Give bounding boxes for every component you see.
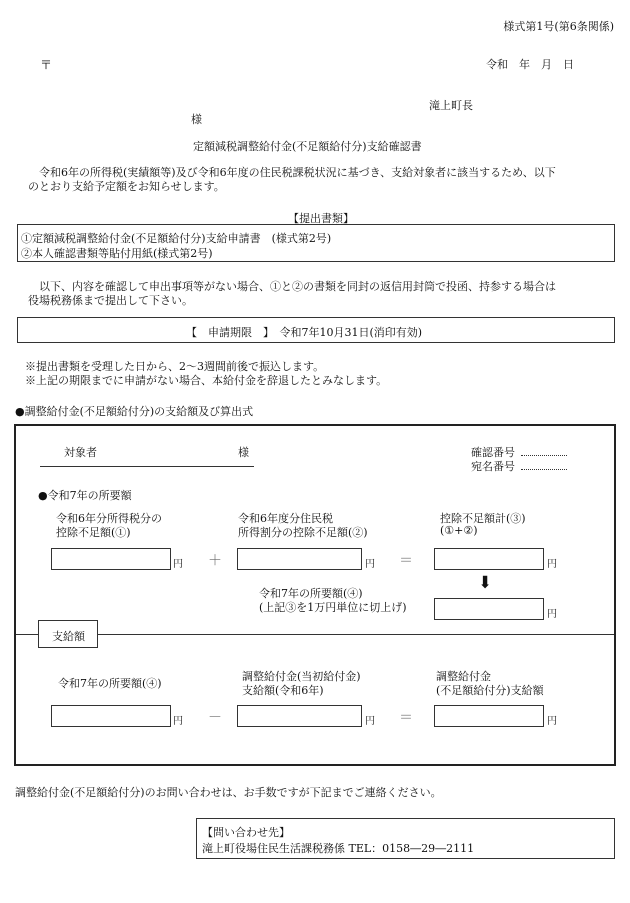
down-arrow-icon: ⬇ xyxy=(478,573,493,593)
required-amount-label-1: 令和7年の所要額(④) xyxy=(259,587,363,600)
pay-col3-label-1: 調整給付金 xyxy=(436,670,491,683)
target-label: 対象者 xyxy=(64,446,97,459)
col2-label-2: 所得割分の控除不足額(②) xyxy=(238,526,368,539)
yen-unit: 円 xyxy=(547,716,557,727)
target-honorific: 様 xyxy=(238,446,249,459)
calc-box xyxy=(14,424,616,766)
deduction-shortfall-1-field[interactable] xyxy=(51,548,171,570)
equals-operator: ＝ xyxy=(399,710,413,726)
required-amount-field[interactable] xyxy=(434,598,544,620)
postal-mark: 〒 xyxy=(40,58,53,72)
required-heading: ●令和7年の所要額 xyxy=(38,489,132,502)
instruction-line-1: 以下、内容を確認して申出事項等がない場合、①と②の書類を同封の返信用封筒で投函、持参する場合は xyxy=(39,280,556,293)
documents-heading: 【提出書類】 xyxy=(288,212,354,225)
document-item-1: ①定額減税調整給付金(不足額給付分)支給申請書 (様式第2号) xyxy=(21,232,332,245)
section-divider xyxy=(16,634,614,635)
date-line: 令和 年 月 日 xyxy=(486,58,574,71)
issuer: 滝上町長 xyxy=(429,99,473,112)
yen-unit: 円 xyxy=(173,559,183,570)
document-item-2: ②本人確認書類等貼付用紙(様式第2号) xyxy=(21,247,213,260)
deadline-text: 【 申請期限 】 令和7年10月31日(消印有効) xyxy=(186,326,423,339)
pay-col3-label-2: (不足額給付分)支給額 xyxy=(436,684,544,697)
intro-line-1: 令和6年の所得税(実績額等)及び令和6年度の住民税課税状況に基づき、支給対象者に該当するため、以下 xyxy=(39,166,556,179)
col3-label-2: (①+②) xyxy=(440,524,478,537)
deduction-total-field[interactable] xyxy=(434,548,544,570)
yen-unit: 円 xyxy=(173,716,183,727)
pay-col1-label: 令和7年の所要額(④) xyxy=(58,677,162,690)
inquiry-line: 調整給付金(不足額給付分)のお問い合わせは、お手数ですが下記までご連絡ください。 xyxy=(15,786,442,799)
form-number: 様式第1号(第6条関係) xyxy=(503,20,614,33)
equals-operator: ＝ xyxy=(399,553,413,569)
pay-required-amount-field[interactable] xyxy=(51,705,171,727)
address-number: 宛名番号 xyxy=(471,458,567,474)
payment-tab xyxy=(38,620,98,648)
yen-unit: 円 xyxy=(547,559,557,570)
calc-heading: ●調整給付金(不足額給付分)の支給額及び算出式 xyxy=(15,405,254,418)
plus-operator: ＋ xyxy=(208,553,222,569)
yen-unit: 円 xyxy=(365,559,375,570)
col2-label-1: 令和6年度分住民税 xyxy=(238,512,333,525)
instruction-line-2: 役場税務係まで提出して下さい。 xyxy=(28,294,193,307)
contact-detail: 滝上町役場住民生活課税務係 TEL：0158―29―2111 xyxy=(202,842,475,855)
yen-unit: 円 xyxy=(547,609,557,620)
col3-label-1: 控除不足額計(③) xyxy=(440,512,526,525)
note-1: ※提出書類を受理した日から、2～3週間前後で振込します。 xyxy=(25,360,325,373)
target-name-line xyxy=(40,466,254,467)
required-amount-label-2: (上記③を1万円単位に切上げ) xyxy=(259,601,407,614)
yen-unit: 円 xyxy=(365,716,375,727)
pay-col2-label-2: 支給額(令和6年) xyxy=(242,684,324,697)
col1-label-1: 令和6年分所得税分の xyxy=(56,512,162,525)
confirm-number: 確認番号 xyxy=(471,444,567,460)
deduction-shortfall-2-field[interactable] xyxy=(237,548,362,570)
contact-box xyxy=(196,818,615,859)
col1-label-2: 控除不足額(①) xyxy=(56,526,131,539)
contact-heading: 【問い合わせ先】 xyxy=(202,826,290,839)
payment-tab-label: 支給額 xyxy=(52,630,85,643)
deadline-box xyxy=(17,317,615,343)
initial-payment-field[interactable] xyxy=(237,705,362,727)
recipient-honorific: 様 xyxy=(191,113,202,126)
pay-col2-label-1: 調整給付金(当初給付金) xyxy=(242,670,361,683)
intro-line-2: のとおり支給予定額をお知らせします。 xyxy=(28,180,225,193)
minus-operator: － xyxy=(208,710,222,726)
document-title: 定額減税調整給付金(不足額給付分)支給確認書 xyxy=(193,140,422,153)
documents-box xyxy=(17,224,615,262)
shortfall-payment-field[interactable] xyxy=(434,705,544,727)
note-2: ※上記の期限までに申請がない場合、本給付金を辞退したとみなします。 xyxy=(25,374,388,387)
